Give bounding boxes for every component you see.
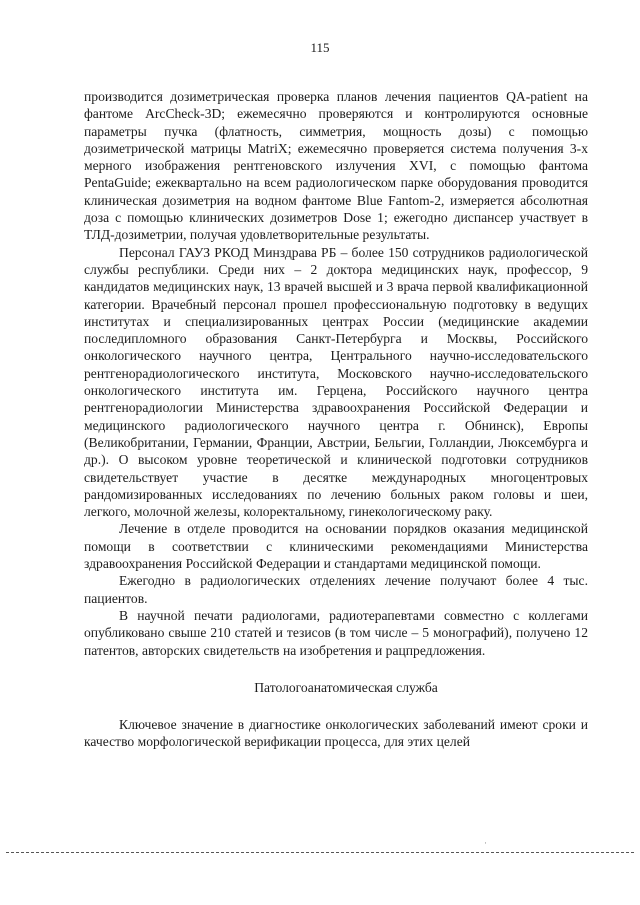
section-spacer	[84, 696, 588, 716]
section-spacer	[84, 659, 588, 679]
footer-dashed-rule	[6, 852, 634, 853]
page-body	[84, 88, 588, 751]
page-number: 115	[310, 40, 330, 55]
paragraph-pathology-intro: Ключевое значение в диагностике онкологических заболеваний имеют сроки и качество морфологической верификации процесса, для этих целей	[84, 717, 588, 750]
section-title: Патологоанатомическая служба	[254, 679, 438, 695]
paragraph-patients-per-year: Ежегодно в радиологических отделениях лечение получают более 4 тыс. пациентов.	[84, 573, 588, 606]
paragraph-dosimetry-continuation: производится дозиметрическая проверка планов лечения пациентов QA-patient на фантоме ArcCheck-3D; ежемесячно проверяются и контролируются основные параметры пучка (флатность, симметрия, мощность дозы) с помощью дозиметрической матрицы MatriX; ежемесячно проверяется система получения 3-х мерного изображения рентгеновского излучения XVI, с помощью фантома PentaGuide; ежеквартально на всем радиологическом парке оборудования проводится клиническая дозиметрия на водном фантоме Blue Fantom-2, измеряется абсолютная доза с помощью клинических дозиметров Dose 1; ежегодно диспансер участвует в ТЛД-дозиметрии, получая удовлетворительные результаты.	[84, 89, 588, 243]
paragraph-personnel: Персонал ГАУЗ РКОД Минздрава РБ – более 150 сотрудников радиологической службы республики. Среди них – 2 доктора медицинских наук, профессор, 9 кандидатов медицинских наук, 13 врачей высшей и 3 врача первой квалификационной категории. Врачебный персонал прошел профессиональную подготовку в ведущих институтах и специализированных центрах России (медицинские академии последипломного образования Санкт-Петербурга и Москвы, Российского онкологического научного центра, Центрального научно-исследовательского рентгенорадиологического института, Московского научно-исследовательского онкологического института им. Герцена, Российского научного центра рентгенорадиологии Министерства здравоохранения Российской Федерации и медицинского радиологического научного центра г. Обнинск), Европы (Великобритании, Германии, Франции, Австрии, Бельгии, Голландии, Люксембурга и др.). О высоком уровне теоретической и клинической подготовки сотрудников свидетельствует участие в десятке международных многоцентровых рандомизированных исследованиях по лечению больных раком головы и шеи, легкого, молочной железы, колоректальному, гинекологическому раку.	[84, 244, 588, 520]
scan-artifact-mark: ·	[484, 838, 487, 848]
paragraph-treatment-basis: Лечение в отделе проводится на основании порядков оказания медицинской помощи в соответствии с клиническими рекомендациями Министерства здравоохранения Российской Федерации и стандартами медицинской помощи.	[84, 521, 588, 572]
paragraph-publications: В научной печати радиологами, радиотерапевтами совместно с коллегами опубликовано свыше 210 статей и тезисов (в том числе – 5 монографий), получено 12 патентов, авторских свидетельств на изобретения и рацпредложения.	[84, 607, 588, 658]
